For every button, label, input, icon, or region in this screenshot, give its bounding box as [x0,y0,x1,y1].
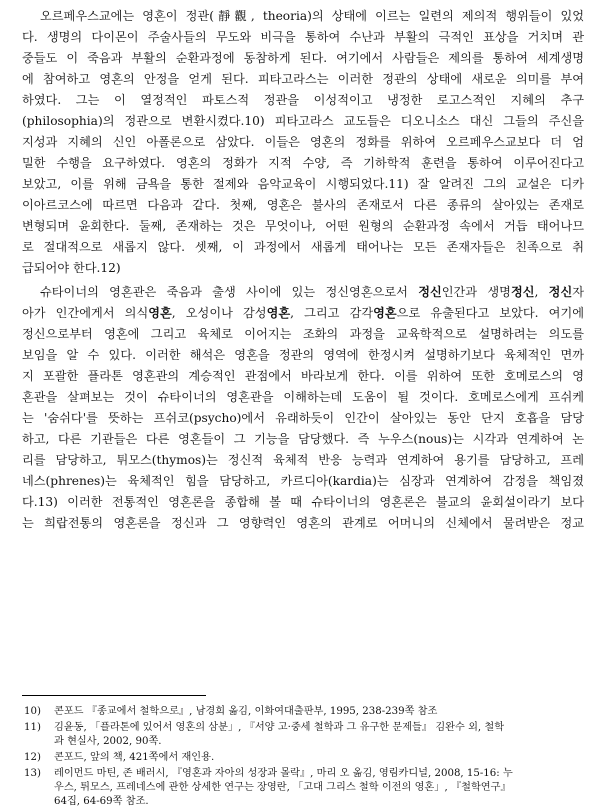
body-text-line: 에 참여하고 영혼의 안정을 얻게 된다. 피타고라스는 이러한 정관의 상태에 새로운 의미를 부여 [22,72,584,86]
body-text-line: 정신으로부터 영혼에 그리고 육체로 이어지는 조화의 과정을 교육학적으로 설명하려는 의도를 [22,327,584,341]
footnote-12 [24,751,584,765]
body-text-line: 중들도 이 죽음과 부활의 순환과정에 동참하게 된다. 여기에서 사람들은 제의를 통하여 세계생명 [22,51,584,65]
emphasis-text: 정신 [418,285,442,299]
footnote-number: 10) [24,706,41,717]
body-text-line: 오르페우스교에는 영혼이 정관(靜觀, theoria)의 상태에 이르는 일련의 제의적 행위들이 있었 [40,9,584,23]
body-text-line: 급되어야 한다.12) [22,261,121,275]
body-text-line: 보았고, 이를 위해 금욕을 통한 절제와 음악교육이 시행되었다.11) 잘 알려진 그의 교설은 디카 [22,177,584,191]
footnote-divider [22,695,206,696]
body-text-line: 변형되며 윤회한다. 둘째, 존재하는 것은 무엇이나, 어떤 원형의 순환과정 속에서 거듭 태어나므 [22,219,584,233]
footnote-text: 콘포드 『종교에서 철학으로』, 남경희 옮김, 이화여대출판부, 1995, 238-239쪽 참조 [54,706,438,717]
footnote-text: 레이먼드 마틴, 존 배러시, 『영혼과 자아의 성장과 몰락』, 마리 오 옮김, 영림카디널, 2008, 15-16: 누 [54,768,513,779]
text-run: 슈타이너의 영혼관은 죽음과 출생 사이에 있는 정신영혼으로서 [40,285,419,299]
footnote-number: 12) [24,752,41,763]
footnote-11 [24,721,584,735]
text-run: 자 [572,285,584,299]
body-text-line: 는 '숨쉬다'를 뜻하는 프쉬코(psycho)에서 유래하듯이 인간이 살아있는 동안 단지 호흡을 담당 [22,411,584,425]
text-run: 으로 유출된다고 보았다. 여기에 [396,306,584,320]
emphasis-text: 영혼 [266,306,291,320]
body-text-line-mixed [22,305,584,321]
footnote-13-cont: 64집, 64-69쪽 참조. [54,796,149,807]
body-text-line: (philosophia)의 정관으로 변환시켰다.10) 피타고라스 교도들은 디오니소스 대신 그들의 주신을 [22,114,584,128]
body-text-line: 지 포괄한 플라톤 영혼관의 계승적인 관점에서 바라보게 한다. 이를 위하여 또한 호메로스의 영 [22,369,584,383]
footnote-text: 콘포드, 앞의 책, 421쪽에서 재인용. [54,752,215,763]
body-text-line: 하고, 다른 기관들은 다른 영혼들이 그 기능을 담당했다. 즉 누우스(nous)는 시각과 연계하여 논 [22,432,584,446]
text-run: , [534,285,549,299]
body-text-line: 네스(phrenes)는 육체적인 힘을 담당하고, 카르디아(kardia)는 심장과 연계하여 감정을 책임졌 [22,474,584,488]
body-text-line: 리를 담당하고, 튀모스(thymos)는 정신적 육체적 반응 능력과 연계하여 용기를 담당하고, 프레 [22,453,584,467]
text-run: 인간과 생명 [441,285,511,299]
emphasis-text: 영혼 [373,306,397,320]
text-run: , 그리고 감각 [290,306,374,320]
text-run: , 오성이나 감성 [171,306,267,320]
footnote-text: 김윤동, 「플라톤에 있어서 영혼의 삼분」, 『서양 고·중세 철학과 그 유구한 문제들』 김완수 외, 철학 [54,722,505,733]
body-text-line-mixed [40,284,584,300]
body-text-line: 지성과 지혜의 신인 아폴론으로 삼았다. 이들은 영혼의 정화를 위하여 오르페우스교보다 더 엄 [22,135,584,149]
body-text-line: 다. 생명의 다이몬이 주술사들의 무도와 비극을 통하여 수난과 부활의 극적인 표상을 거치며 관 [22,30,584,44]
emphasis-text: 영혼 [148,306,172,320]
body-text-line: 하였다. 그는 이 열정적인 파토스적 정관을 이성적이고 냉정한 로고스적인 지혜의 추구 [22,93,584,107]
body-text-line: 보임을 알 수 있다. 이러한 해석은 영혼을 정관의 영역에 한정시켜 설명하기보다 육체적인 면까 [22,348,584,362]
emphasis-text: 정신 [548,285,573,299]
body-text-line: 밀한 수행을 요구하였다. 영혼의 정화가 지적 수양, 즉 기하학적 훈련을 통하여 이루어진다고 [22,156,584,170]
body-text-line: 로 절대적으로 새롭지 않다. 셋째, 이 과정에서 새롭게 태어나는 모든 존재자들은 친족으로 취 [22,240,584,254]
footnote-11-cont: 과 현실사, 2002, 90쪽. [54,736,162,747]
footnote-number: 11) [24,722,41,733]
body-text-line: 다.13) 이러한 전통적인 영혼론을 종합해 볼 때 슈타이너의 영혼론은 불교의 윤회설이라기 보다 [22,495,584,509]
body-text-line: 이아르코스에 따르면 다음과 같다. 첫째, 영혼은 불사의 존재로서 다른 종류의 살아있는 존재로 [22,198,584,212]
footnote-number: 13) [24,768,41,779]
body-text-line: 는 희랍전통의 영혼론을 정신과 그 영향력인 영혼의 관계로 어머니의 신체에서 물려받은 정교 [22,516,584,530]
text-run: 아가 인간에게서 의식 [22,306,149,320]
footnote-13-cont: 우스, 튀모스, 프레네스에 관한 상세한 연구는 장영란, 「고대 그리스 철학 이전의 영혼」, 『철학연구』 [54,782,511,793]
body-text-line: 혼관을 살펴보는 것이 슈타이너의 영혼관을 이해하는데 도움이 될 것이다. 호메로스에게 프쉬케 [22,390,584,404]
emphasis-text: 정신 [510,285,535,299]
footnote-10 [24,705,584,719]
footnote-13 [24,767,584,781]
